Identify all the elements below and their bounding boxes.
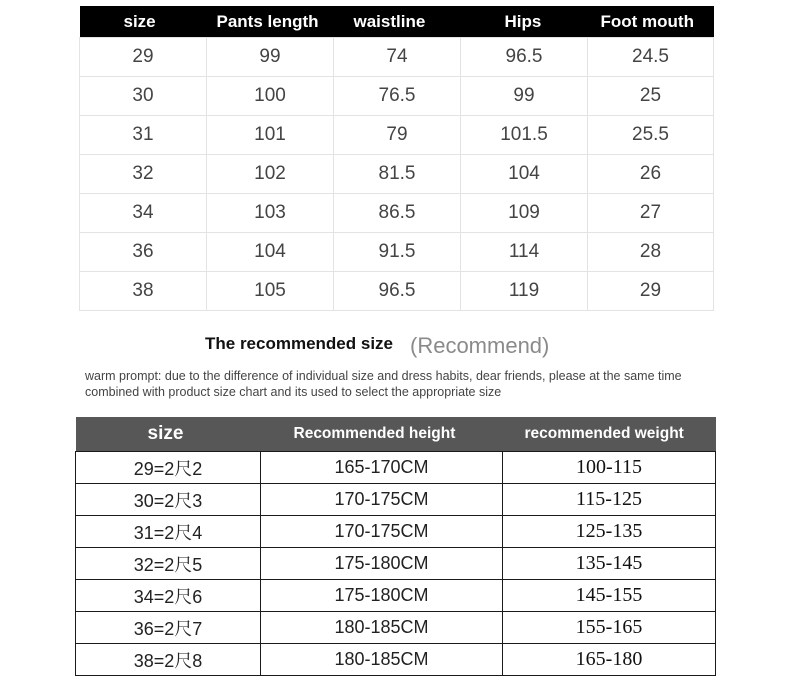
cell: 155-165 — [503, 612, 716, 644]
cell: 74 — [334, 38, 461, 77]
cell: 99 — [461, 77, 588, 116]
cell: 34 — [80, 194, 207, 233]
table-row — [80, 77, 714, 116]
table-row — [80, 233, 714, 272]
cell: 180-185CM — [261, 612, 503, 644]
cell: 29 — [588, 272, 714, 311]
table-row — [76, 580, 716, 612]
cell: 86.5 — [334, 194, 461, 233]
cell: 34=2尺6 — [76, 580, 261, 612]
cell: 32=2尺5 — [76, 548, 261, 580]
cell: 165-170CM — [261, 452, 503, 484]
cell: 91.5 — [334, 233, 461, 272]
cell: 145-155 — [503, 580, 716, 612]
cell: 27 — [588, 194, 714, 233]
table-row — [76, 484, 716, 516]
cell: 103 — [207, 194, 334, 233]
cell: 114 — [461, 233, 588, 272]
header-foot-mouth: Foot mouth — [588, 6, 714, 38]
cell: 30 — [80, 77, 207, 116]
cell: 31=2尺4 — [76, 516, 261, 548]
cell: 25 — [588, 77, 714, 116]
cell: 31 — [80, 116, 207, 155]
cell: 100 — [207, 77, 334, 116]
recommended-size-table — [75, 417, 716, 676]
recommended-size-title: The recommended size — [205, 334, 394, 353]
recommended-size-subtitle: (Recommend) — [410, 333, 550, 358]
header-recommended-height: Recommended height — [261, 417, 503, 452]
cell: 38=2尺8 — [76, 644, 261, 676]
cell: 101 — [207, 116, 334, 155]
cell: 79 — [334, 116, 461, 155]
cell: 175-180CM — [261, 580, 503, 612]
table-row — [80, 272, 714, 311]
cell: 102 — [207, 155, 334, 194]
cell: 29=2尺2 — [76, 452, 261, 484]
cell: 24.5 — [588, 38, 714, 77]
cell: 119 — [461, 272, 588, 311]
cell: 96.5 — [461, 38, 588, 77]
cell: 76.5 — [334, 77, 461, 116]
table-row — [76, 452, 716, 484]
cell: 36 — [80, 233, 207, 272]
table-row — [76, 516, 716, 548]
cell: 28 — [588, 233, 714, 272]
cell: 38 — [80, 272, 207, 311]
table-row — [76, 644, 716, 676]
cell: 81.5 — [334, 155, 461, 194]
cell: 100-115 — [503, 452, 716, 484]
table-row — [80, 194, 714, 233]
header-size: size — [76, 417, 261, 452]
cell: 25.5 — [588, 116, 714, 155]
table-row — [80, 116, 714, 155]
cell: 101.5 — [461, 116, 588, 155]
cell: 105 — [207, 272, 334, 311]
warm-prompt-text: warm prompt: due to the difference of individual size and dress habits, dear friends, please at the same time combined with product size chart and its used to select the appropriate size — [85, 369, 682, 399]
table-row — [80, 155, 714, 194]
cell: 104 — [207, 233, 334, 272]
cell: 109 — [461, 194, 588, 233]
size-chart-header-row — [80, 6, 714, 38]
cell: 165-180 — [503, 644, 716, 676]
cell: 125-135 — [503, 516, 716, 548]
header-recommended-weight: recommended weight — [503, 417, 716, 452]
cell: 99 — [207, 38, 334, 77]
header-waistline: waistline — [334, 6, 461, 38]
table-row — [76, 548, 716, 580]
header-pants-length: Pants length — [207, 6, 334, 38]
cell: 170-175CM — [261, 484, 503, 516]
size-chart-table — [79, 6, 714, 311]
header-hips: Hips — [461, 6, 588, 38]
cell: 115-125 — [503, 484, 716, 516]
cell: 32 — [80, 155, 207, 194]
header-size: size — [80, 6, 207, 38]
cell: 170-175CM — [261, 516, 503, 548]
cell: 104 — [461, 155, 588, 194]
recommend-header-row — [76, 417, 716, 452]
cell: 36=2尺7 — [76, 612, 261, 644]
cell: 30=2尺3 — [76, 484, 261, 516]
cell: 26 — [588, 155, 714, 194]
cell: 135-145 — [503, 548, 716, 580]
cell: 29 — [80, 38, 207, 77]
table-row — [80, 38, 714, 77]
cell: 96.5 — [334, 272, 461, 311]
cell: 175-180CM — [261, 548, 503, 580]
cell: 180-185CM — [261, 644, 503, 676]
table-row — [76, 612, 716, 644]
